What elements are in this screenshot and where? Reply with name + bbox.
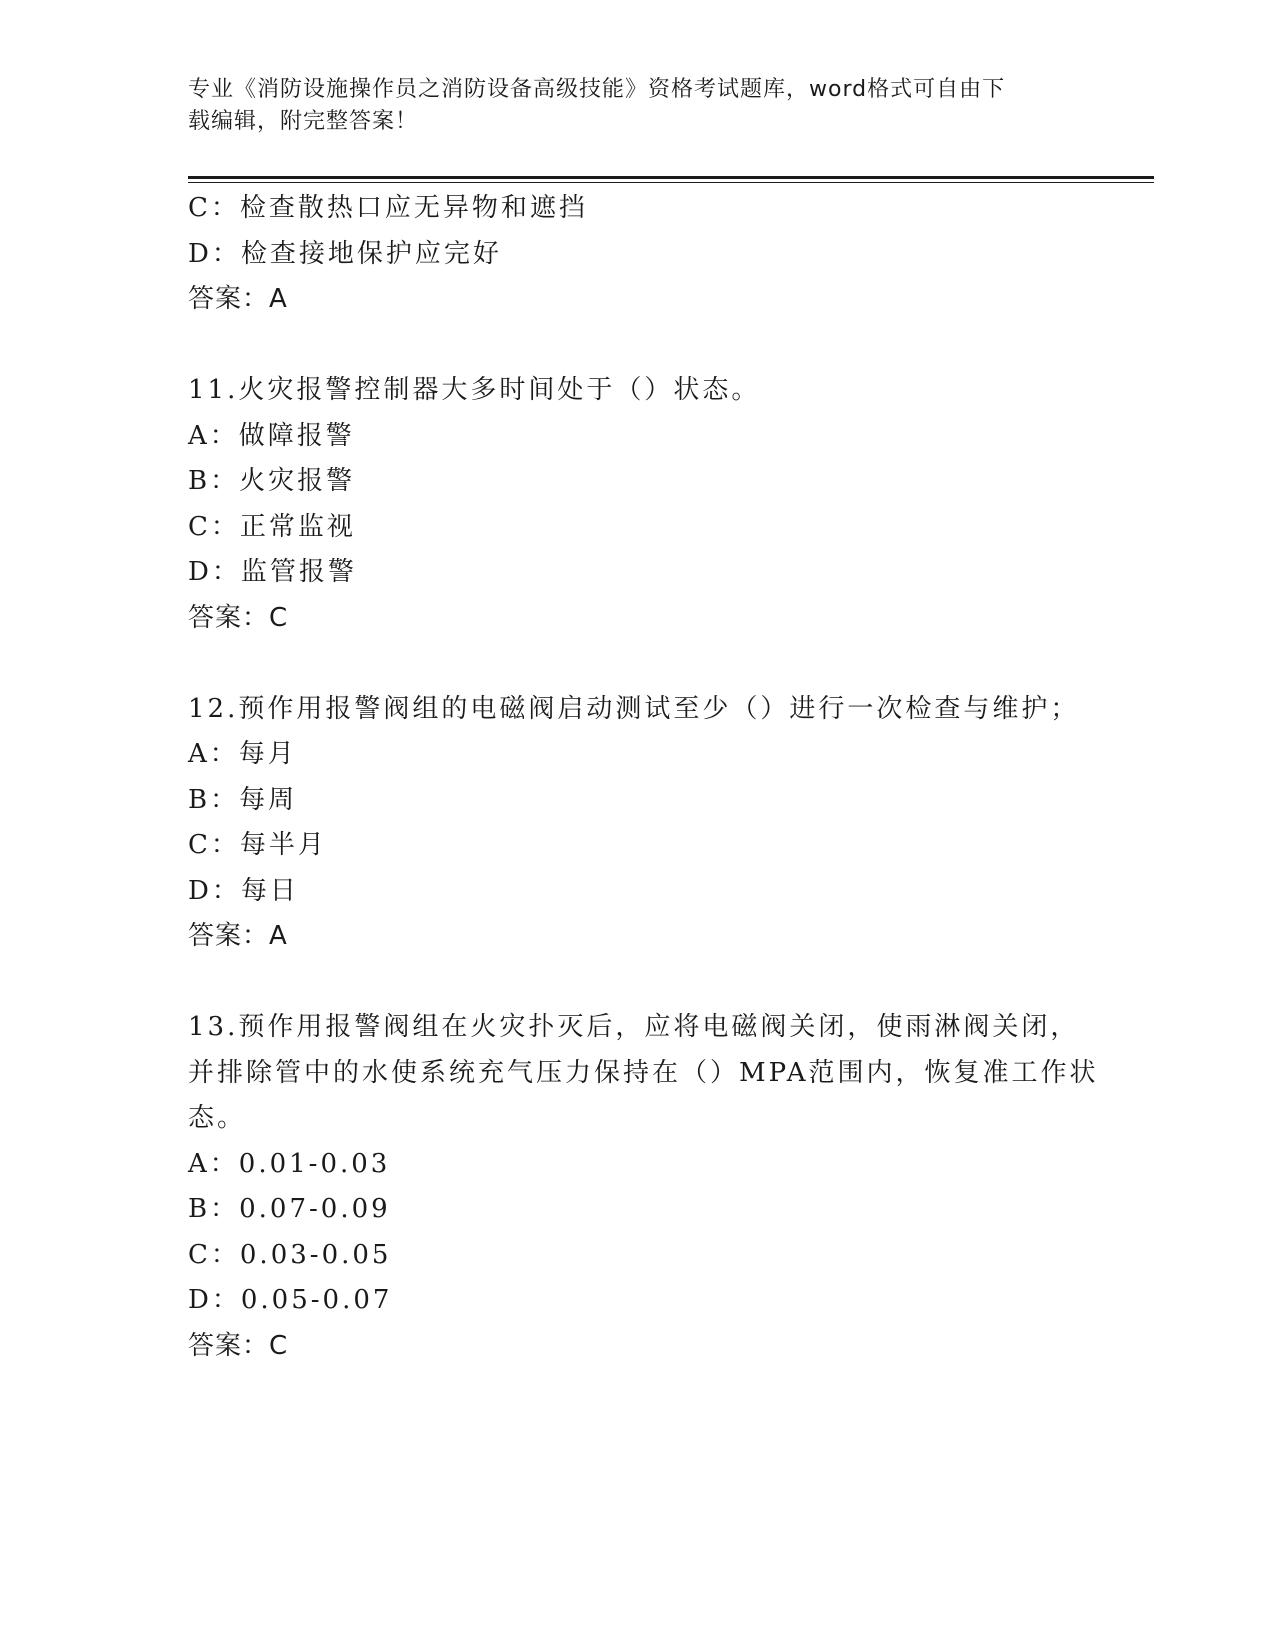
option-a: A：每月 [188,739,297,769]
option-d: D：每日 [188,875,299,906]
spacer [188,323,1118,369]
header-rule-thin [188,182,1154,183]
option-a: A：做障报警 [188,420,355,451]
option-d: D：监管报警 [188,557,357,587]
question-text-line-3: 态。 [188,1103,247,1133]
previous-question-tail [188,186,1118,323]
answer-line: 答案：C [188,1330,289,1361]
question-text-line-2: 并排除管中的水使系统充气压力保持在（）MPA范围内，恢复准工作状 [188,1057,1099,1088]
answer-line: 答案：A [188,284,288,314]
option-b: B：火灾报警 [188,466,356,496]
question-13 [188,1005,1118,1369]
spacer [188,960,1118,1006]
option-c: C：检查散热口应无异物和遮挡 [188,193,588,223]
option-a: A：0.01-0.03 [188,1148,391,1179]
header-line-2: 载编辑，附完整答案！ [188,109,419,134]
answer-line: 答案：C [188,602,289,633]
question-text: 12.预作用报警阀组的电磁阀启动测试至少（）进行一次检查与维护； [188,693,1080,724]
option-c: C：每半月 [188,830,327,860]
question-content [188,186,1118,1369]
option-b: B：0.07-0.09 [188,1194,391,1224]
option-c: C：正常监视 [188,511,356,542]
question-11 [188,368,1118,641]
document-header [188,74,1088,138]
question-text: 11.火灾报警控制器大多时间处于（）状态。 [188,375,761,405]
header-line-1: 专业《消防设施操作员之消防设备高级技能》资格考试题库，word格式可自由下 [188,77,1006,102]
question-12 [188,687,1118,960]
option-d: D：检查接地保护应完好 [188,238,502,269]
option-b: B：每周 [188,784,298,815]
spacer [188,641,1118,687]
option-c: C：0.03-0.05 [188,1239,392,1270]
answer-line: 答案：A [188,921,288,951]
option-d: D：0.05-0.07 [188,1285,393,1315]
header-rule-thick [188,176,1154,179]
question-text-line-1: 13.预作用报警阀组在火灾扑灭后，应将电磁阀关闭，使雨淋阀关闭， [188,1012,1080,1042]
